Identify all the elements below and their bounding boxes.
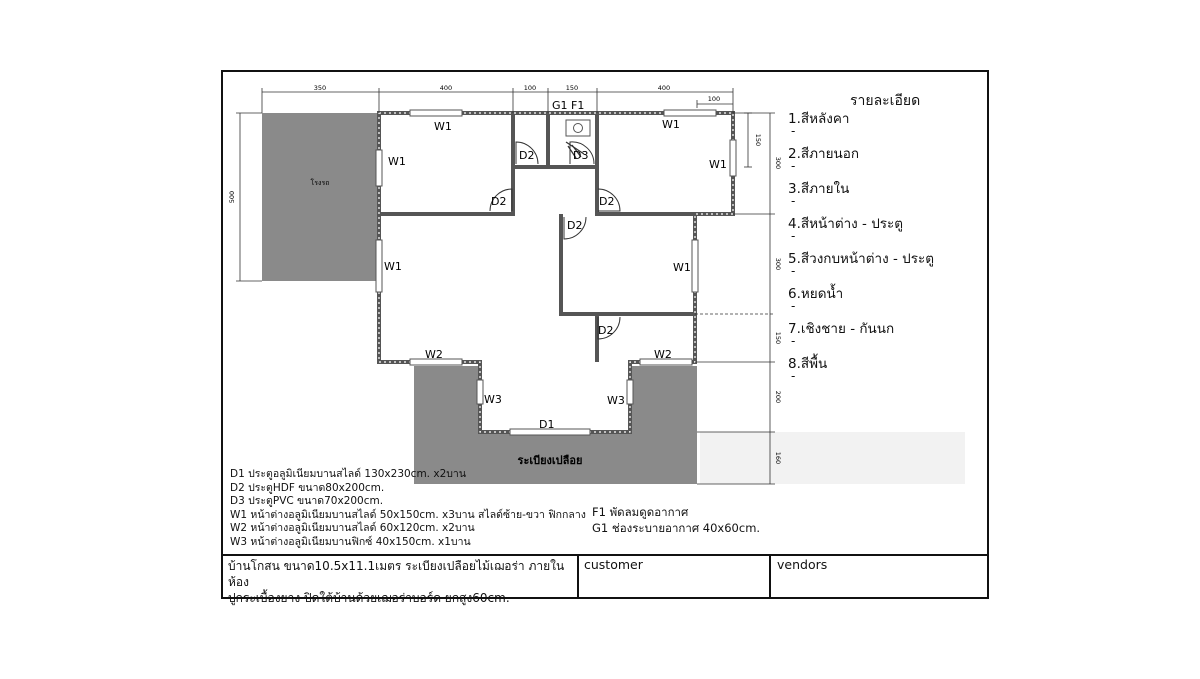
dim-right-150b: 150 [774,331,782,345]
project-description [228,558,576,606]
label-w1-a: W1 [434,120,452,133]
detail-value-window-door-color: - [791,229,796,243]
detail-item-frame-color: 5.สีวงกบหน้าต่าง - ประตู [788,251,934,267]
detail-item-drip: 6.หยดน้ำ [788,286,844,302]
detail-value-fascia: - [791,334,796,348]
label-g1-f1: G1 F1 [552,99,585,112]
legend-g1: G1 ช่องระบายอากาศ 40x60cm. [592,521,761,535]
left-dimension-lines [236,113,262,281]
dim-right-300a: 300 [774,156,782,170]
dim-right-150a: 150 [754,133,762,147]
legend-d1: D1 ประตูอลูมิเนียมบานสไลด์ 130x230cm. x2บาน [230,468,466,480]
dim-top-400a: 400 [439,84,453,92]
detail-value-roof-color: - [791,124,796,138]
legend-d3: D3 ประตูPVC ขนาด70x200cm. [230,495,384,508]
label-w2-a: W2 [425,348,443,361]
dim-top-150: 150 [565,84,579,92]
dim-right-160: 160 [774,451,782,465]
label-d3: D3 [573,149,589,162]
customer-label: customer [584,557,643,572]
dim-top-100a: 100 [523,84,537,92]
legend-f1: F1 พัดลมดูดอากาศ [592,505,689,519]
details-heading: รายละเอียด [850,93,921,109]
label-d2-e: D2 [598,324,614,337]
detail-item-floor-color: 8.สีพื้น [788,356,828,372]
label-w3-b: W3 [607,394,625,407]
garage-area [262,113,377,281]
project-description-line-1: บ้านโกสน ขนาด10.5x11.1เมตร ระเบียงเปลือยไม้เฌอร่า ภายในห้อง [228,559,565,589]
label-w1-b: W1 [388,155,406,168]
door-window-legend [230,468,586,550]
project-description-line-2: ปูกระเบื้องยาง ปิดใต้บ้านด้วยเฌอร่าบอร์ด ยกสูง60cm. [228,591,510,605]
detail-item-interior-color: 3.สีภายใน [788,181,850,197]
detail-item-window-door-color: 4.สีหน้าต่าง - ประตู [788,216,904,232]
dim-right-300b: 300 [774,257,782,271]
garage-label: โรงรถ [310,179,330,187]
shade-background [700,432,965,484]
detail-value-frame-color: - [791,264,796,278]
dim-right-200: 200 [774,390,782,404]
dim-top-350: 350 [313,84,327,92]
label-w1-c: W1 [662,118,680,131]
detail-item-fascia: 7.เชิงชาย - กันนก [788,321,895,337]
g1-vent-icon [566,120,590,136]
detail-item-exterior-color: 2.สีภายนอก [788,146,860,162]
label-w1-f: W1 [673,261,691,274]
detail-value-interior-color: - [791,194,796,208]
vendors-label: vendors [777,557,828,572]
ventilation-legend [592,504,760,536]
label-w2-b: W2 [654,348,672,361]
dim-top-100b: 100 [707,95,721,103]
detail-value-exterior-color: - [791,159,796,173]
label-d2-a: D2 [519,149,535,162]
label-d1: D1 [539,418,555,431]
terrace-label: ระเบียงเปลือย [517,454,583,467]
label-w1-e: W1 [384,260,402,273]
label-d2-c: D2 [599,195,615,208]
label-d2-d: D2 [567,219,583,232]
legend-w2: W2 หน้าต่างอลูมิเนียมบานสไลด์ 60x120cm. x2บาน [230,522,475,535]
detail-value-floor-color: - [791,369,796,383]
legend-d2: D2 ประตูHDF ขนาด80x200cm. [230,481,385,494]
label-w1-d: W1 [709,158,727,171]
label-d2-b: D2 [491,195,507,208]
dim-left-500: 500 [228,190,236,204]
door-swings [490,142,620,339]
label-w3-a: W3 [484,393,502,406]
dim-top-400b: 400 [657,84,671,92]
detail-value-drip: - [791,299,796,313]
detail-item-roof-color: 1.สีหลังคา [788,111,850,127]
legend-w3: W3 หน้าต่างอลูมิเนียมบานฟิกซ์ 40x150cm. x1บาน [230,535,471,548]
legend-w1: W1 หน้าต่างอลูมิเนียมบานสไลด์ 50x150cm. x3บาน สไลด์ซ้าย-ขวา ฟิกกลาง [230,508,586,521]
title-block [222,555,988,605]
